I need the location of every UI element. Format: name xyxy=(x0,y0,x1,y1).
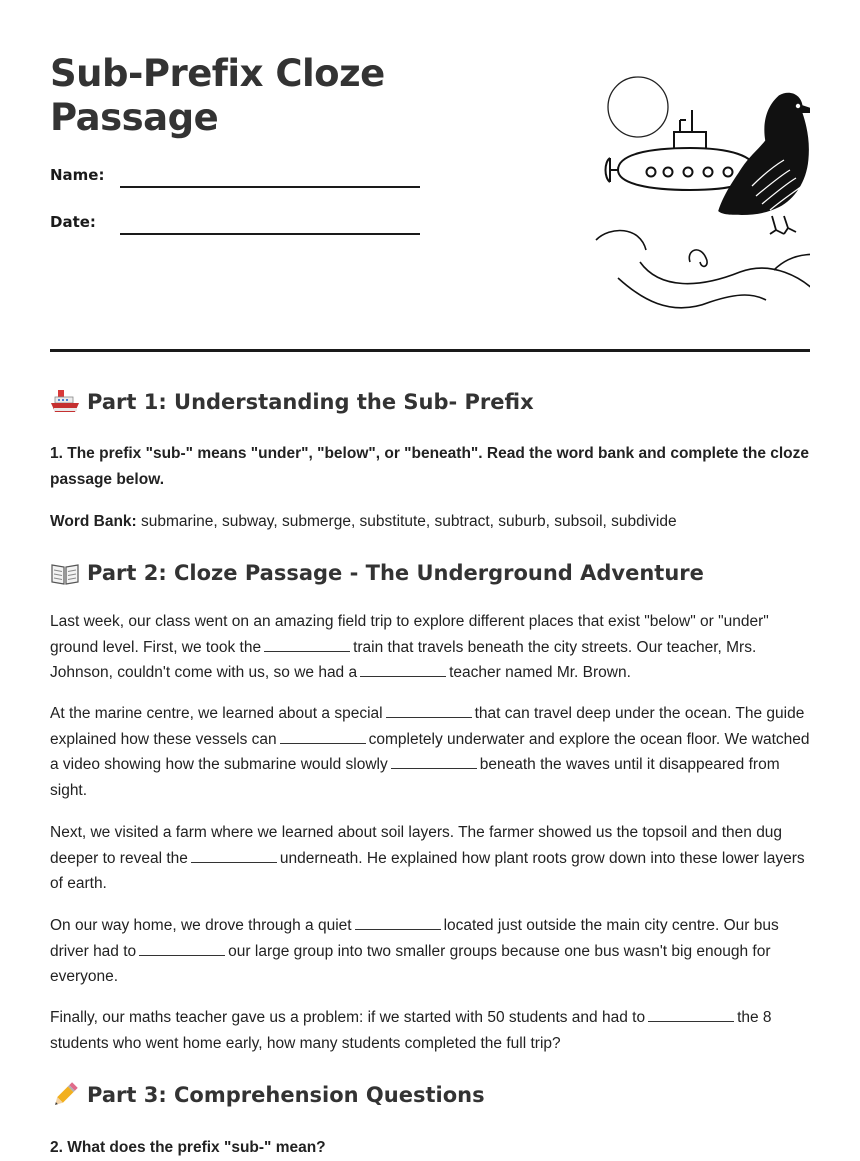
word-bank-label: Word Bank: xyxy=(50,513,137,530)
passage-text: completely underwater and explore the ocean floor. We watched a video showing how the submarine would slowly xyxy=(50,730,810,774)
part2-heading-text: Part 2: Cloze Passage - The Underground Adventure xyxy=(87,561,704,585)
passage-text: Last week, our class went on an amazing field trip to explore different places that exist "below" or "under" ground level. First, we took the xyxy=(50,613,769,656)
passage-text: teacher named Mr. Brown. xyxy=(449,664,631,682)
part1-heading-text: Part 1: Understanding the Sub- Prefix xyxy=(87,390,534,414)
passage-text: beneath the waves until it disappeared from sight. xyxy=(50,756,780,799)
passage-text: Finally, our maths teacher gave us a problem: if we started with 50 students and had to xyxy=(50,1009,646,1026)
blank-substitute[interactable] xyxy=(360,663,446,677)
name-field[interactable] xyxy=(50,166,470,196)
passage-text: train that travels beneath the city streets. Our teacher, Mrs. Johnson, couldn't come with us, so we had a xyxy=(50,638,757,682)
passage-text: On our way home, we drove through a quiet xyxy=(50,917,352,934)
passage-paragraph-2 xyxy=(50,701,810,803)
passage-paragraph-4 xyxy=(50,913,810,990)
word-bank xyxy=(50,509,810,535)
question-2: 2. What does the prefix "sub-" mean? xyxy=(50,1139,326,1156)
part1-heading xyxy=(50,388,534,416)
ship-icon xyxy=(50,388,80,416)
passage-text: Next, we visited a farm where we learned about soil layers. The farmer showed us the topsoil and then dug deeper to reveal the xyxy=(50,824,783,867)
pencil-icon xyxy=(50,1081,80,1109)
moon-icon xyxy=(608,77,668,137)
passage-text: that can travel deep under the ocean. The guide explained how these vessels can xyxy=(50,705,805,748)
waves-icon xyxy=(596,231,810,308)
passage-text: the 8 students who went home early, how many students completed the full trip? xyxy=(50,1009,772,1052)
word-bank-words: submarine, subway, submerge, substitute, subtract, suburb, subsoil, subdivide xyxy=(141,513,677,530)
bird-icon xyxy=(718,93,810,234)
date-line[interactable] xyxy=(120,233,420,235)
part1-instruction: 1. The prefix "sub-" means "under", "below", or "beneath". Read the word bank and complete the cloze passage below. xyxy=(50,445,810,488)
passage-text: located just outside the main city centre. Our bus driver had to xyxy=(50,917,779,960)
blank-subway[interactable] xyxy=(264,638,350,652)
blank-subtract[interactable] xyxy=(648,1008,734,1022)
date-label: Date: xyxy=(50,213,96,231)
open-book-icon xyxy=(50,559,80,587)
passage-paragraph-3 xyxy=(50,820,810,897)
passage-paragraph-1 xyxy=(50,609,810,686)
part3-heading xyxy=(50,1081,485,1109)
blank-subdivide[interactable] xyxy=(139,942,225,956)
part3-heading-text: Part 3: Comprehension Questions xyxy=(87,1083,485,1107)
passage-text: underneath. He explained how plant roots grow down into these lower layers of earth. xyxy=(50,849,805,893)
blank-suburb[interactable] xyxy=(355,916,441,930)
part2-heading xyxy=(50,559,704,587)
date-field[interactable] xyxy=(50,213,470,243)
blank-subsoil[interactable] xyxy=(191,849,277,863)
submarine-bird-illustration xyxy=(540,66,810,322)
blank-submerge-2[interactable] xyxy=(391,755,477,769)
submarine-icon xyxy=(606,110,756,190)
page-title: Sub-Prefix Cloze Passage xyxy=(50,52,385,139)
passage-text: our large group into two smaller groups because one bus wasn't big enough for everyone. xyxy=(50,942,771,986)
name-line[interactable] xyxy=(120,186,420,188)
blank-submerge[interactable] xyxy=(280,730,366,744)
passage-text: At the marine centre, we learned about a special xyxy=(50,705,383,722)
passage-paragraph-5 xyxy=(50,1005,810,1056)
worksheet-header xyxy=(50,0,810,352)
blank-submarine[interactable] xyxy=(386,704,472,718)
name-label: Name: xyxy=(50,166,105,184)
